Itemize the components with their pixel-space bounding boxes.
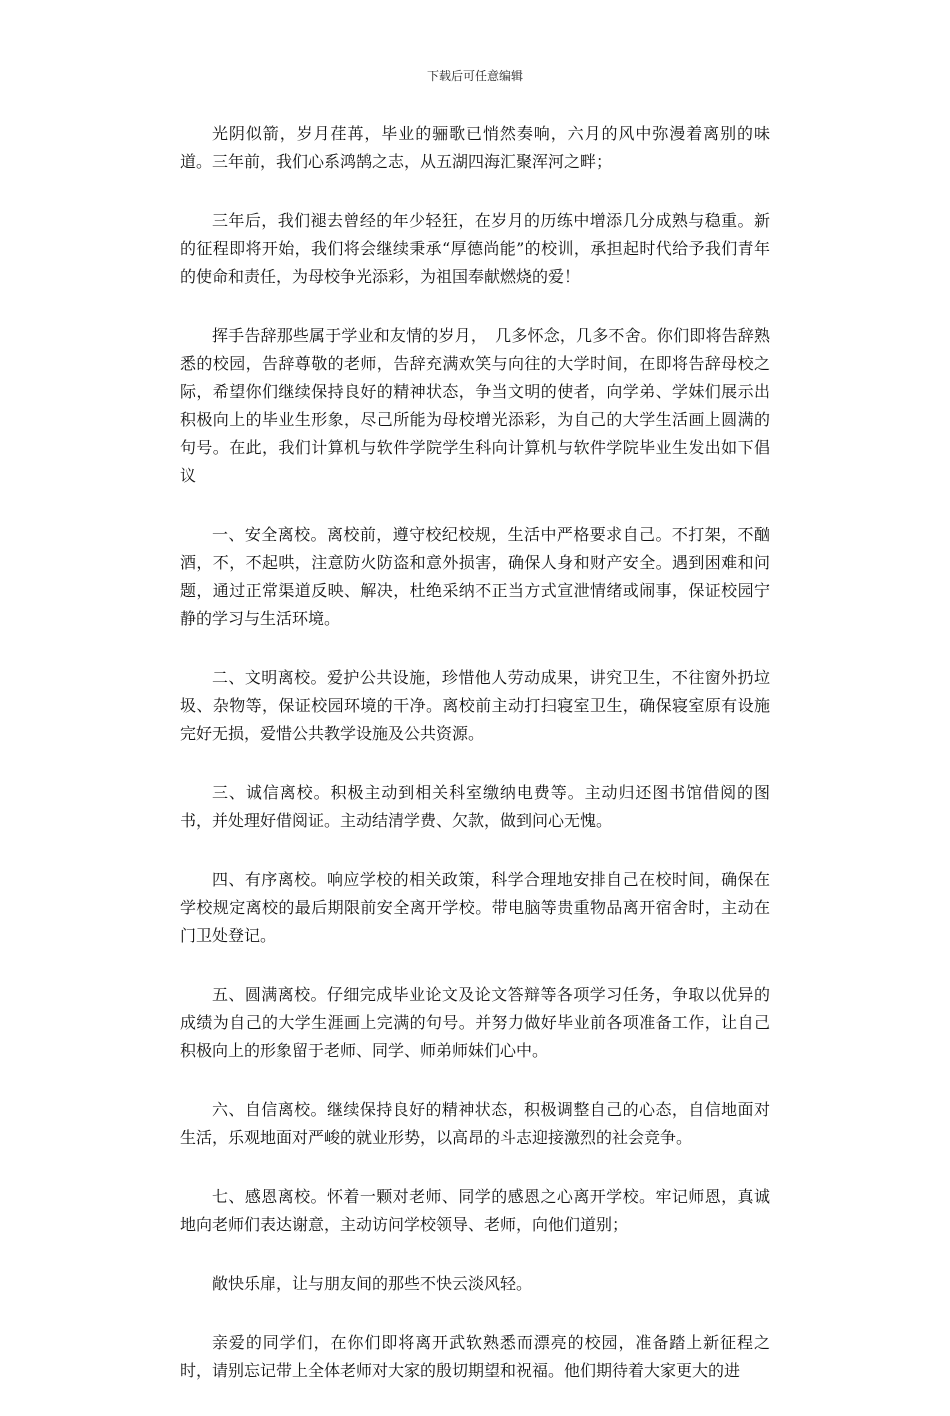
paragraph-item-5-completion: 五、圆满离校。仔细完成毕业论文及论文答辩等各项学习任务，争取以优异的成绩为自己的大学生涯画上完满的句号。并努力做好毕业前各项准备工作，让自己积极向上的形象留于老师、同学、师弟师妹们心中。	[180, 985, 770, 1060]
paragraph-item-2-civility: 二、文明离校。爱护公共设施，珍惜他人劳动成果，讲究卫生，不往窗外扔垃圾、杂物等，保证校园环境的干净。离校前主动打扫寝室卫生，确保寝室原有设施完好无损，爱惜公共教学设施及公共资源。	[180, 668, 770, 743]
page-header: 下载后可任意编辑	[426, 69, 523, 83]
paragraph-item-6-confidence: 六、自信离校。继续保持良好的精神状态，积极调整自己的心态，自信地面对生活，乐观地面对严峻的就业形势，以高昂的斗志迎接激烈的社会竞争。	[180, 1100, 770, 1147]
paragraph-item-4-order: 四、有序离校。响应学校的相关政策，科学合理地安排自己在校时间，确保在学校规定离校的最后期限前安全离开学校。带电脑等贵重物品离开宿舍时，主动在门卫处登记。	[180, 870, 770, 945]
paragraph-item-1-safety: 一、安全离校。离校前，遵守校纪校规，生活中严格要求自己。不打架，不酗酒，不，不起哄，注意防火防盗和意外损害，确保人身和财产安全。遇到困难和问题，通过正常渠道反映、解决，杜绝采纳不正当方式宣泄情绪或闹事，保证校园宁静的学习与生活环境。	[180, 525, 770, 628]
document-body	[180, 120, 770, 1416]
paragraph-closing: 亲爱的同学们，在你们即将离开武软熟悉而漂亮的校园，准备踏上新征程之时，请别忘记带上全体老师对大家的殷切期望和祝福。他们期待着大家更大的进	[180, 1333, 770, 1380]
paragraph-friends: 敞快乐扉，让与朋友间的那些不快云淡风轻。	[212, 1274, 533, 1293]
paragraph-farewell: 挥手告辞那些属于学业和友情的岁月， 几多怀念，几多不舍。你们即将告辞熟悉的校园，告辞尊敬的老师，告辞充满欢笑与向往的大学时间，在即将告辞母校之际，希望你们继续保持良好的精神状态，争当文明的使者，向学弟、学妹们展示出积极向上的毕业生形象，尽己所能为母校增光添彩，为自己的大学生活画上圆满的句号。在此，我们计算机与软件学院学生科向计算机与软件学院毕业生发出如下倡议	[180, 326, 770, 485]
paragraph-item-7-gratitude: 七、感恩离校。怀着一颗对老师、同学的感恩之心离开学校。牢记师恩，真诚地向老师们表达谢意，主动访问学校领导、老师，向他们道别；	[180, 1187, 770, 1234]
paragraph-three-years-later: 三年后，我们褪去曾经的年少轻狂，在岁月的历练中增添几分成熟与稳重。新的征程即将开始，我们将会继续秉承“厚德尚能”的校训，承担起时代给予我们青年的使命和责任，为母校争光添彩，为祖国奉献燃烧的爱！	[180, 211, 770, 286]
paragraph-item-3-integrity: 三、诚信离校。积极主动到相关科室缴纳电费等。主动归还图书馆借阅的图书，并处理好借阅证。主动结清学费、欠款，做到问心无愧。	[180, 783, 770, 830]
paragraph-intro: 光阴似箭，岁月荏苒，毕业的骊歌已悄然奏响，六月的风中弥漫着离别的味道。三年前，我们心系鸿鹄之志，从五湖四海汇聚浑河之畔；	[180, 124, 770, 171]
